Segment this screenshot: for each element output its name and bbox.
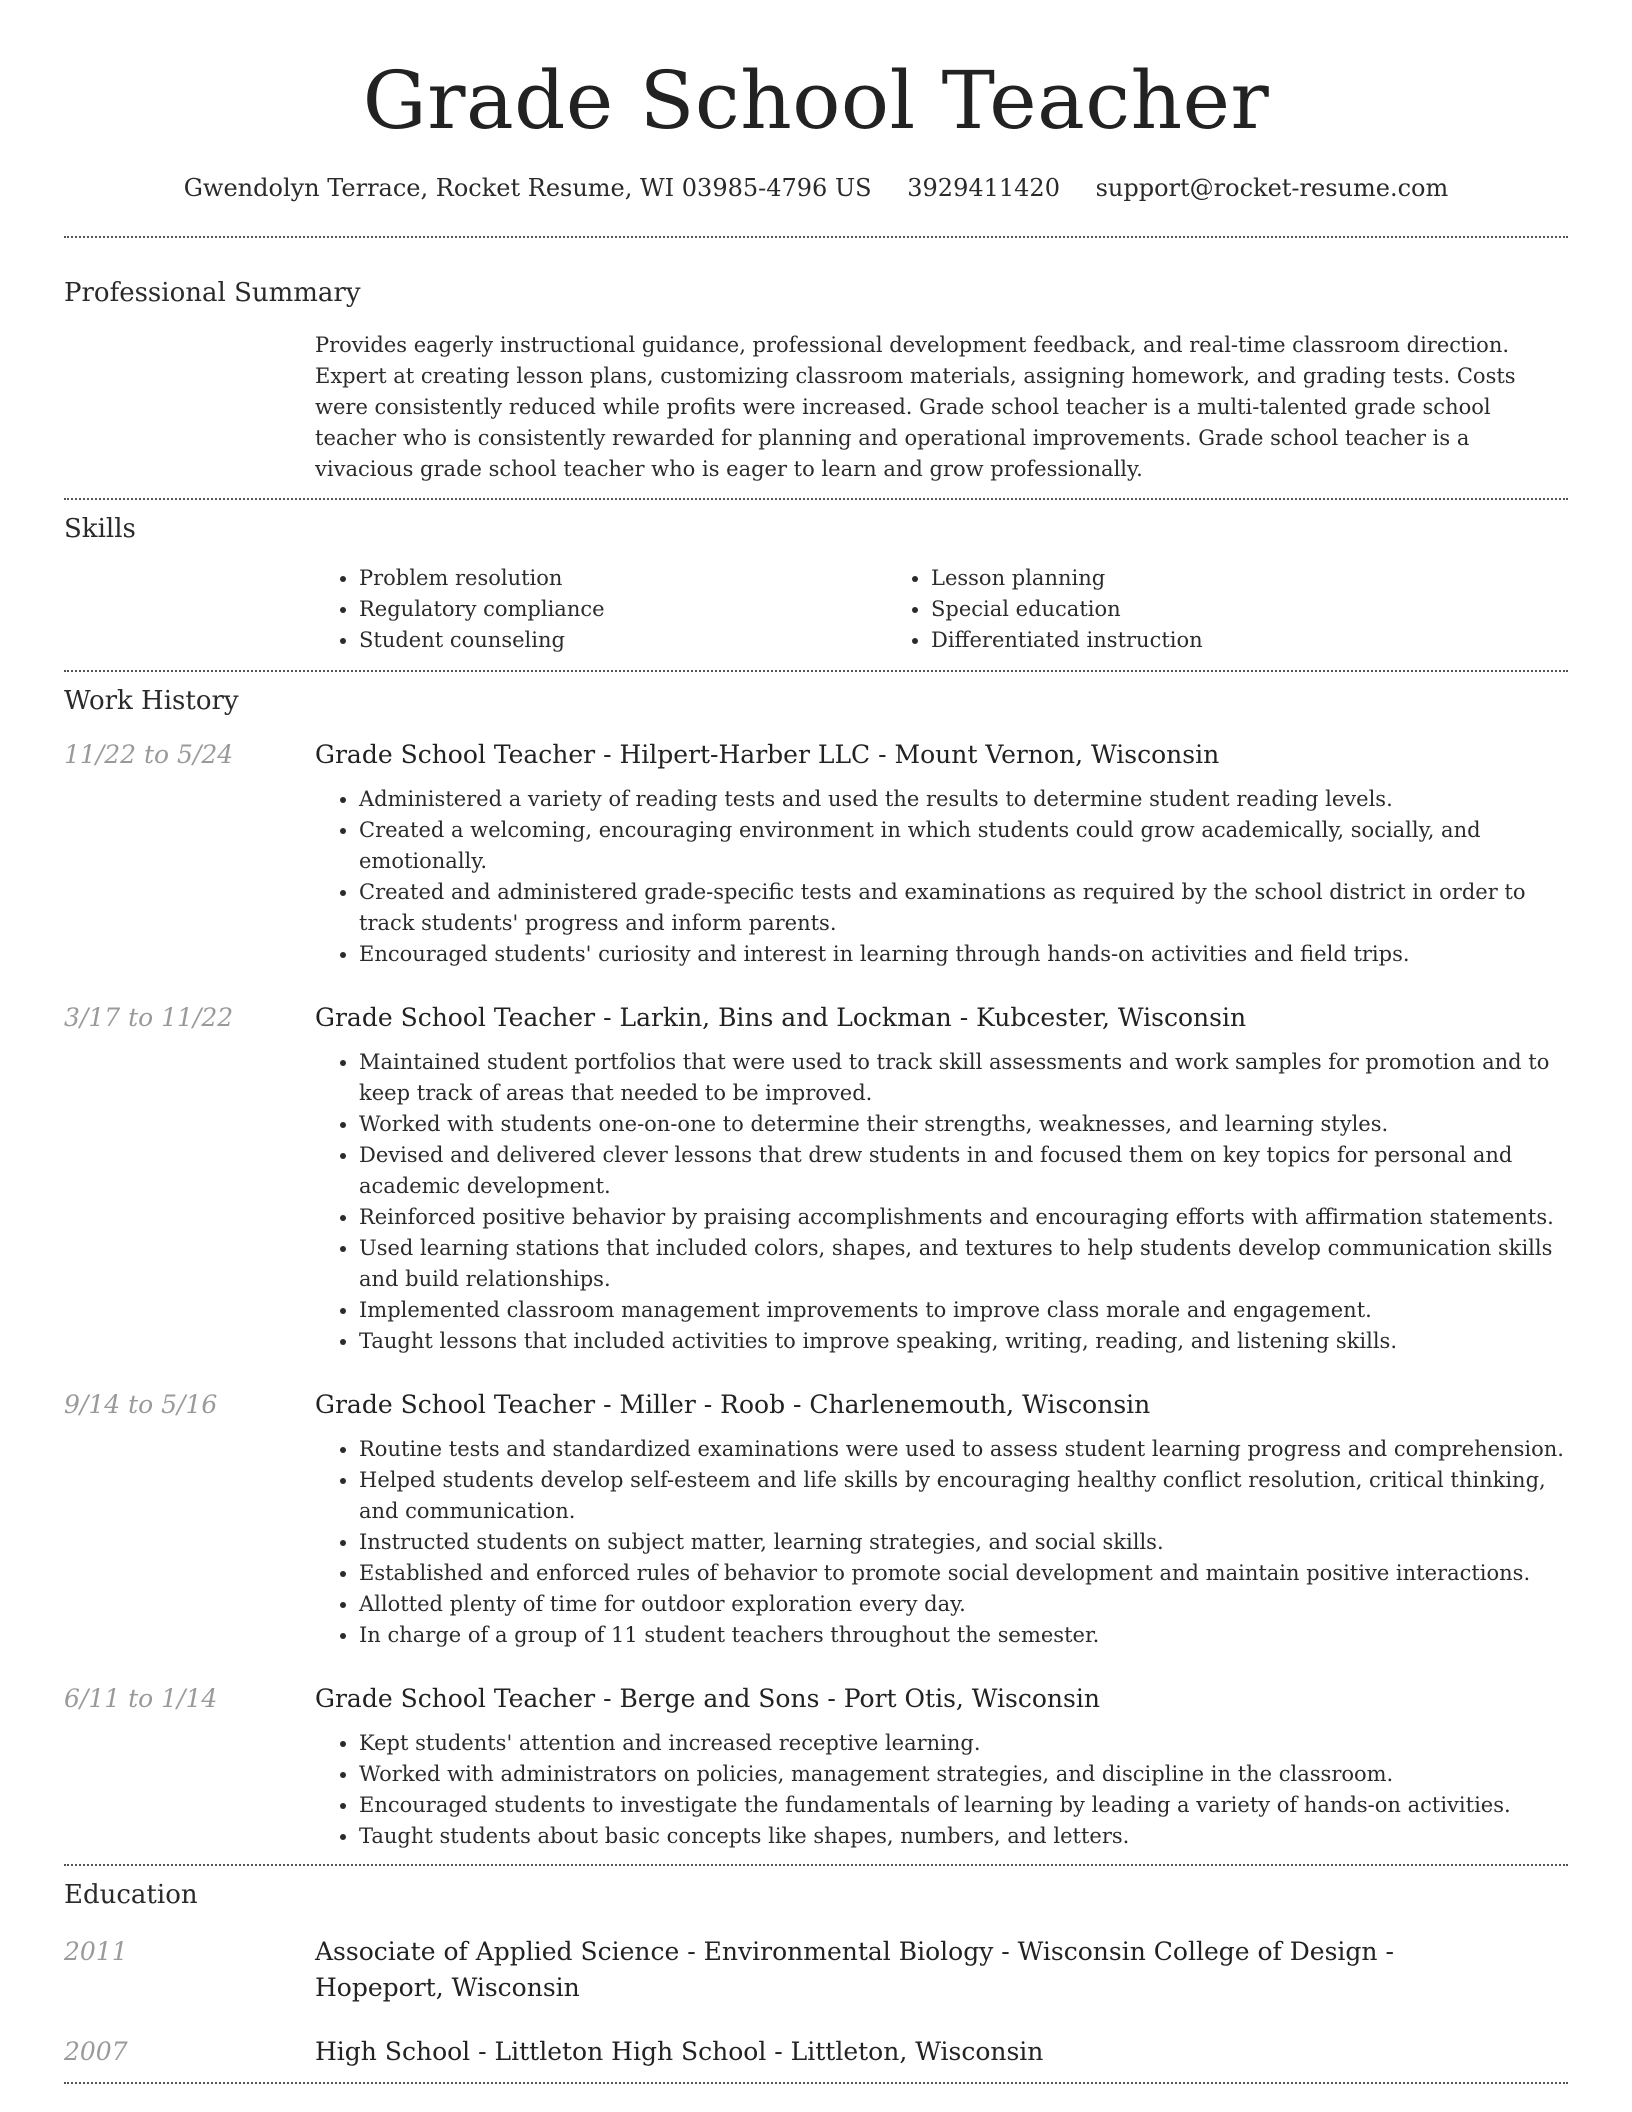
job-bullets [315, 1434, 1568, 1651]
job-bullet: • Administered a variety of reading tests and used the results to determine student reading levels. [359, 784, 1568, 815]
skill-item: • Problem resolution [359, 563, 887, 594]
skills-column-left [315, 563, 887, 656]
job-bullet: • Helped students develop self-esteem and life skills by encouraging healthy conflict resolution, critical thinking, and communication. [359, 1465, 1568, 1527]
job-entry [64, 1001, 1568, 1357]
job-heading: Grade School Teacher - Berge and Sons - Port Otis, Wisconsin [315, 1684, 1100, 1713]
job-bullet: • Taught lessons that included activities to improve speaking, writing, reading, and listening skills. [359, 1326, 1568, 1357]
summary-heading: Professional Summary [64, 278, 361, 308]
contact-email: support@rocket-resume.com [1095, 174, 1449, 202]
job-bullet: • Encouraged students' curiosity and interest in learning through hands-on activities and field trips. [359, 939, 1568, 970]
job-bullets [315, 1728, 1568, 1852]
skills-heading: Skills [64, 514, 136, 544]
resume-name: Grade School Teacher [362, 54, 1270, 147]
job-dates: 6/11 to 1/14 [64, 1684, 218, 1713]
job-bullet: • Implemented classroom management improvements to improve class morale and engagement. [359, 1295, 1568, 1326]
section-divider [64, 670, 1568, 672]
job-bullet: • In charge of a group of 11 student teachers throughout the semester. [359, 1620, 1568, 1651]
job-bullet: • Routine tests and standardized examinations were used to assess student learning progress and comprehension. [359, 1434, 1568, 1465]
skill-item: • Regulatory compliance [359, 594, 887, 625]
education-year: 2011 [64, 1937, 128, 1966]
job-heading: Grade School Teacher - Hilpert-Harber LLC - Mount Vernon, Wisconsin [315, 740, 1220, 769]
job-bullet: • Reinforced positive behavior by praising accomplishments and encouraging efforts with affirmation statements. [359, 1202, 1568, 1233]
contact-address: Gwendolyn Terrace, Rocket Resume, WI 03985-4796 US [183, 174, 872, 202]
job-dates: 9/14 to 5/16 [64, 1390, 218, 1419]
job-bullet: • Created and administered grade-specific tests and examinations as required by the school district in order to track students' progress and inform parents. [359, 877, 1568, 939]
job-entry [64, 1682, 1568, 1852]
job-dates: 11/22 to 5/24 [64, 740, 234, 769]
job-bullet: • Worked with administrators on policies, management strategies, and discipline in the classroom. [359, 1759, 1568, 1790]
job-bullet: • Devised and delivered clever lessons that drew students in and focused them on key topics for personal and academic development. [359, 1140, 1568, 1202]
job-bullet: • Kept students' attention and increased receptive learning. [359, 1728, 1568, 1759]
education-details: High School - Littleton High School - Littleton, Wisconsin [315, 2037, 1044, 2066]
education-details: Associate of Applied Science - Environmental Biology - Wisconsin College of Design - Hopeport, Wisconsin [315, 1937, 1394, 2002]
summary-text: Provides eagerly instructional guidance, professional development feedback, and real-time classroom direction. Expert at creating lesson plans, customizing classroom materials, assigning homework, and grading tests. Costs were consistently reduced while profits were increased. Grade school teacher is a multi-talented grade school teacher who is consistently rewarded for planning and operational improvements. Grade school teacher is a vivacious grade school teacher who is eager to learn and grow professionally. [315, 333, 1516, 481]
skills-list [315, 563, 1568, 656]
job-bullet: • Instructed students on subject matter, learning strategies, and social skills. [359, 1527, 1568, 1558]
job-bullet: • Taught students about basic concepts like shapes, numbers, and letters. [359, 1821, 1568, 1852]
job-dates: 3/17 to 11/22 [64, 1003, 234, 1032]
job-bullet: • Used learning stations that included colors, shapes, and textures to help students develop communication skills and build relationships. [359, 1233, 1568, 1295]
skill-item: • Lesson planning [931, 563, 1459, 594]
section-divider [64, 498, 1568, 500]
section-divider [64, 2082, 1568, 2084]
skill-item: • Special education [931, 594, 1459, 625]
job-heading: Grade School Teacher - Larkin, Bins and Lockman - Kubcester, Wisconsin [315, 1003, 1247, 1032]
skill-item: • Differentiated instruction [931, 625, 1459, 656]
job-bullets [315, 1047, 1568, 1357]
job-bullet: • Allotted plenty of time for outdoor exploration every day. [359, 1589, 1568, 1620]
job-details [315, 1682, 1568, 1852]
job-bullet: • Created a welcoming, encouraging environment in which students could grow academically, socially, and emotionally. [359, 815, 1568, 877]
job-bullet: • Maintained student portfolios that were used to track skill assessments and work samples for promotion and to keep track of areas that needed to be improved. [359, 1047, 1568, 1109]
job-bullet: • Worked with students one-on-one to determine their strengths, weaknesses, and learning styles. [359, 1109, 1568, 1140]
work-history-heading: Work History [64, 686, 239, 716]
education-year: 2007 [64, 2037, 128, 2066]
skills-column-right [887, 563, 1459, 656]
job-details [315, 738, 1568, 970]
job-entry [64, 1388, 1568, 1651]
job-details [315, 1388, 1568, 1651]
contact-line [64, 172, 1568, 204]
education-heading: Education [64, 1880, 198, 1910]
job-entry [64, 738, 1568, 970]
education-entry [64, 1934, 1568, 2006]
job-bullets [315, 784, 1568, 970]
job-details [315, 1001, 1568, 1357]
section-divider [64, 236, 1568, 238]
skill-item: • Student counseling [359, 625, 887, 656]
education-entry [64, 2034, 1568, 2070]
job-bullet: • Encouraged students to investigate the fundamentals of learning by leading a variety of hands-on activities. [359, 1790, 1568, 1821]
job-bullet: • Established and enforced rules of behavior to promote social development and maintain positive interactions. [359, 1558, 1568, 1589]
contact-phone: 3929411420 [907, 174, 1060, 202]
job-heading: Grade School Teacher - Miller - Roob - Charlenemouth, Wisconsin [315, 1390, 1151, 1419]
section-divider [64, 1864, 1568, 1866]
